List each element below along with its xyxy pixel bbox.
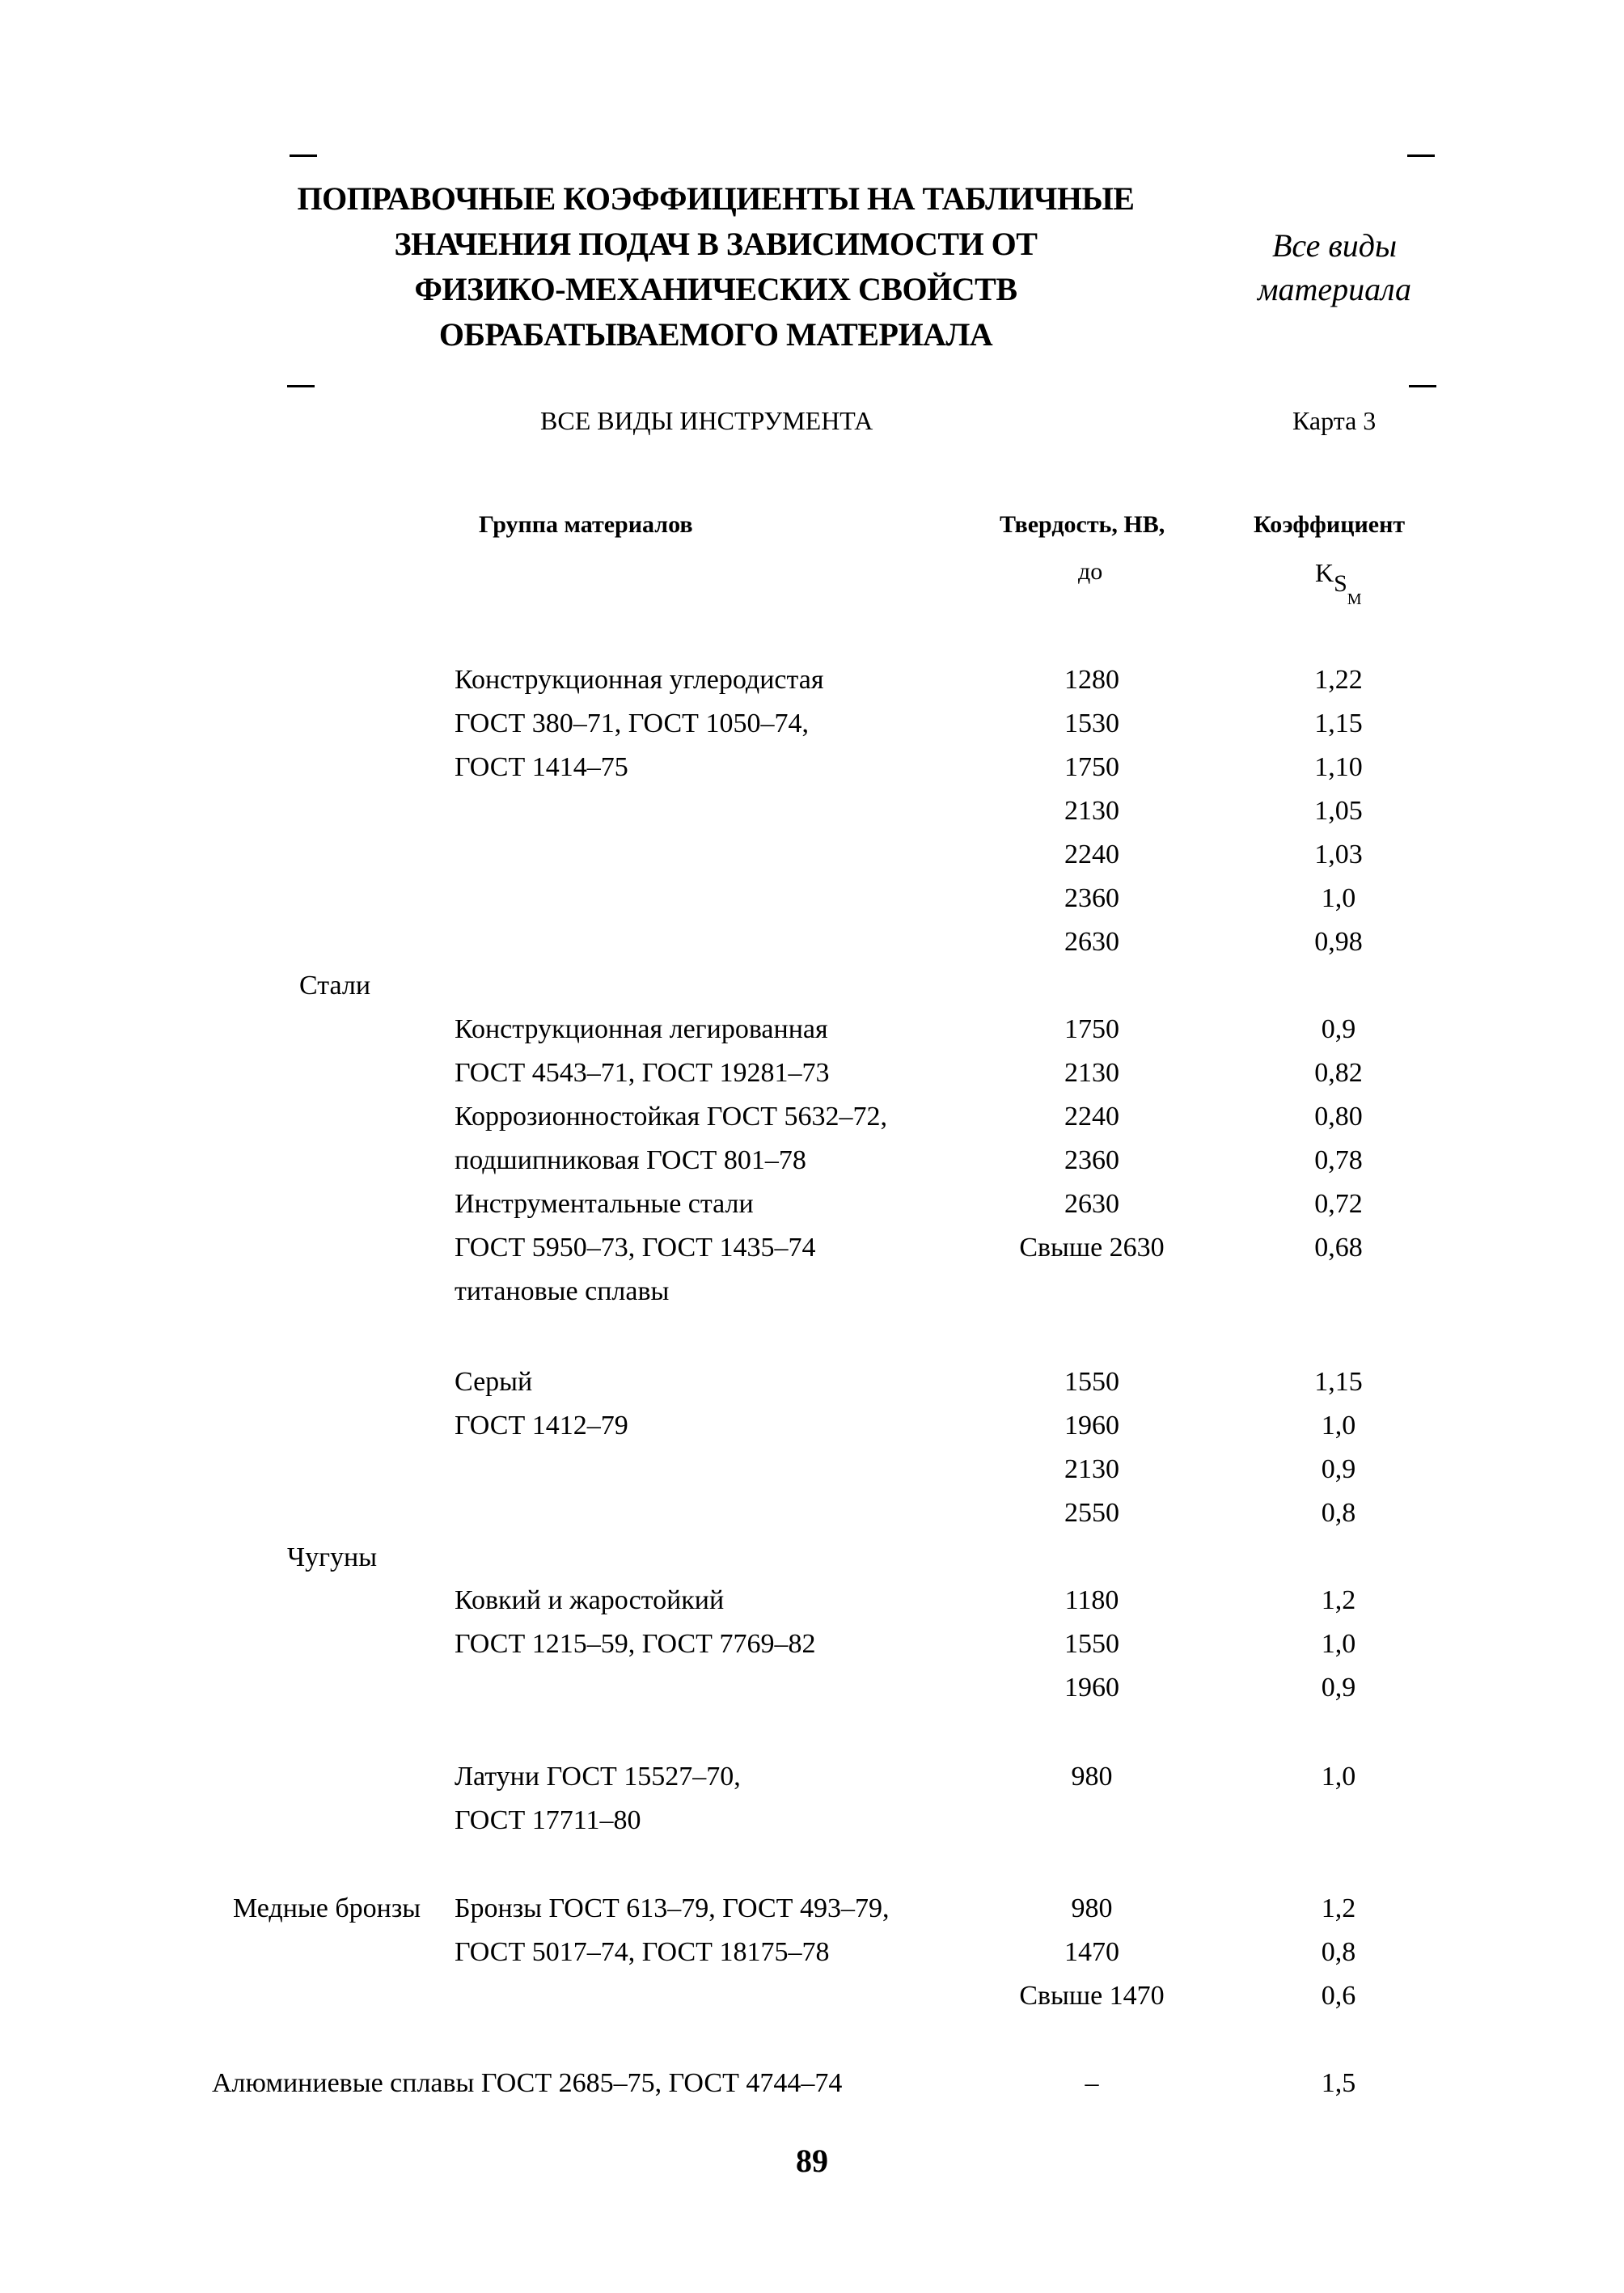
row-coefficient: 0,68 xyxy=(1314,1233,1363,1263)
table-row xyxy=(0,1276,1624,1320)
group-label-steels: Стали xyxy=(299,971,371,1001)
subtitle: ВСЕ ВИДЫ ИНСТРУМЕНТА xyxy=(540,406,873,435)
table-row xyxy=(0,1893,1624,1937)
row-coefficient: 0,80 xyxy=(1314,1102,1363,1132)
row-hardness: 2630 xyxy=(1064,1189,1119,1219)
row-coefficient: 1,10 xyxy=(1314,752,1363,782)
row-hardness: 2240 xyxy=(1064,1102,1119,1132)
row-coefficient: 0,82 xyxy=(1314,1058,1363,1088)
row-material: Алюминиевые сплавы ГОСТ 2685–75, ГОСТ 4744–74 xyxy=(212,2068,843,2098)
symbol-m: M xyxy=(1347,590,1362,608)
row-material: ГОСТ 17711–80 xyxy=(455,1805,641,1835)
row-hardness: 1550 xyxy=(1064,1629,1119,1659)
table-row xyxy=(0,796,1624,840)
row-material: ГОСТ 1412–79 xyxy=(455,1411,628,1441)
table-row xyxy=(0,665,1624,709)
row-hardness: 2130 xyxy=(1064,1454,1119,1484)
table-row xyxy=(0,1498,1624,1542)
table-row xyxy=(0,1189,1624,1233)
top-right-dash xyxy=(1407,154,1435,157)
row-coefficient: 1,2 xyxy=(1321,1585,1356,1615)
row-coefficient: 1,5 xyxy=(1321,2068,1356,2098)
table-row xyxy=(0,883,1624,927)
table-row xyxy=(0,927,1624,971)
row-hardness: 2240 xyxy=(1064,840,1119,869)
table-row xyxy=(0,1145,1624,1189)
row-hardness: 1960 xyxy=(1064,1411,1119,1441)
row-hardness: 1530 xyxy=(1064,709,1119,738)
row-coefficient: 1,15 xyxy=(1314,1367,1363,1397)
row-material: ГОСТ 4543–71, ГОСТ 19281–73 xyxy=(455,1058,830,1088)
mid-right-dash xyxy=(1409,385,1436,387)
row-coefficient: 1,2 xyxy=(1321,1893,1356,1923)
row-hardness: 1960 xyxy=(1064,1673,1119,1703)
table-row xyxy=(0,1058,1624,1102)
row-hardness: – xyxy=(1085,2068,1099,2098)
row-material: Серый xyxy=(455,1367,533,1397)
row-coefficient: 0,8 xyxy=(1321,1937,1356,1967)
coefficient-symbol xyxy=(1315,558,1362,608)
top-left-dash xyxy=(290,154,317,157)
row-coefficient: 0,9 xyxy=(1321,1014,1356,1044)
page-number: 89 xyxy=(796,2143,828,2179)
row-coefficient: 0,98 xyxy=(1314,927,1363,957)
title-line-1: ПОПРАВОЧНЫЕ КОЭФФИЦИЕНТЫ НА ТАБЛИЧНЫЕ xyxy=(297,180,1135,217)
table-row xyxy=(0,1629,1624,1673)
row-hardness: 1750 xyxy=(1064,752,1119,782)
group-label-cast-irons: Чугуны xyxy=(287,1542,378,1572)
table-row xyxy=(0,1805,1624,1849)
row-hardness: 2130 xyxy=(1064,1058,1119,1088)
row-coefficient: 0,9 xyxy=(1321,1454,1356,1484)
row-material: Латуни ГОСТ 15527–70, xyxy=(455,1762,741,1792)
row-coefficient: 0,6 xyxy=(1321,1981,1356,2011)
row-material: Бронзы ГОСТ 613–79, ГОСТ 493–79, xyxy=(455,1893,890,1923)
row-hardness: 1750 xyxy=(1064,1014,1119,1044)
row-coefficient: 1,0 xyxy=(1321,1762,1356,1792)
table-row xyxy=(0,1762,1624,1805)
row-hardness: 2130 xyxy=(1064,796,1119,826)
row-hardness: 1550 xyxy=(1064,1367,1119,1397)
row-hardness: 2630 xyxy=(1064,927,1119,957)
row-material: ГОСТ 1215–59, ГОСТ 7769–82 xyxy=(455,1629,816,1659)
title-line-4: ОБРАБАТЫВАЕМОГО МАТЕРИАЛА xyxy=(438,316,993,353)
table-row xyxy=(0,752,1624,796)
header-group: Группа материалов xyxy=(479,511,693,538)
table-row xyxy=(0,1454,1624,1498)
header-hardness-to: до xyxy=(1078,558,1103,585)
table-row xyxy=(0,1367,1624,1411)
row-coefficient: 0,9 xyxy=(1321,1673,1356,1703)
row-material: Конструкционная легированная xyxy=(455,1014,828,1044)
table-row xyxy=(0,1014,1624,1058)
row-material: ГОСТ 380–71, ГОСТ 1050–74, xyxy=(455,709,809,738)
row-hardness: 2360 xyxy=(1064,883,1119,913)
row-material: подшипниковая ГОСТ 801–78 xyxy=(455,1145,806,1175)
row-hardness: 1470 xyxy=(1064,1937,1119,1967)
row-coefficient: 1,0 xyxy=(1321,883,1356,913)
row-material: ГОСТ 1414–75 xyxy=(455,752,628,782)
row-coefficient: 1,0 xyxy=(1321,1629,1356,1659)
row-coefficient: 0,72 xyxy=(1314,1189,1363,1219)
row-hardness: Свыше 1470 xyxy=(1019,1981,1165,2011)
row-coefficient: 1,0 xyxy=(1321,1411,1356,1441)
row-hardness: 2550 xyxy=(1064,1498,1119,1528)
row-coefficient: 1,05 xyxy=(1314,796,1363,826)
row-hardness: 980 xyxy=(1071,1893,1113,1923)
title-line-2: ЗНАЧЕНИЯ ПОДАЧ В ЗАВИСИМОСТИ ОТ xyxy=(394,226,1038,262)
row-coefficient: 1,03 xyxy=(1314,840,1363,869)
row-material: титановые сплавы xyxy=(455,1276,670,1306)
table-row xyxy=(0,840,1624,883)
row-material: ГОСТ 5950–73, ГОСТ 1435–74 xyxy=(455,1233,816,1263)
row-hardness: 1180 xyxy=(1064,1585,1119,1615)
row-coefficient: 1,15 xyxy=(1314,709,1363,738)
card-label: Карта 3 xyxy=(1292,406,1377,435)
table-row xyxy=(0,1411,1624,1454)
table-row xyxy=(0,1102,1624,1145)
table-row xyxy=(0,1233,1624,1276)
table-row xyxy=(0,1585,1624,1629)
row-coefficient: 1,22 xyxy=(1314,665,1363,695)
table-row xyxy=(0,709,1624,752)
row-hardness: 2360 xyxy=(1064,1145,1119,1175)
row-coefficient: 0,8 xyxy=(1321,1498,1356,1528)
table-row xyxy=(0,1981,1624,2024)
row-material: ГОСТ 5017–74, ГОСТ 18175–78 xyxy=(455,1937,830,1967)
header-coefficient: Коэффициент xyxy=(1254,511,1406,538)
symbol-k: K xyxy=(1315,558,1334,587)
group-label-copper-bronzes: Медные бронзы xyxy=(233,1893,421,1923)
row-hardness: Свыше 2630 xyxy=(1019,1233,1165,1263)
symbol-s: S xyxy=(1334,570,1347,597)
row-hardness: 980 xyxy=(1071,1762,1113,1792)
row-material: Ковкий и жаростойкий xyxy=(455,1585,725,1615)
side-label-line-1: Все виды xyxy=(1271,227,1398,264)
row-coefficient: 0,78 xyxy=(1314,1145,1363,1175)
table-row-aluminum xyxy=(0,2068,1624,2112)
side-label-line-2: материала xyxy=(1257,271,1412,307)
row-hardness: 1280 xyxy=(1064,665,1119,695)
header-hardness: Твердость, НВ, xyxy=(1000,511,1165,538)
table-row xyxy=(0,1673,1624,1716)
mid-left-dash xyxy=(287,385,315,387)
title-line-3: ФИЗИКО-МЕХАНИЧЕСКИХ СВОЙСТВ xyxy=(414,271,1017,307)
row-material: Инструментальные стали xyxy=(455,1189,754,1219)
table-row xyxy=(0,1937,1624,1981)
row-material: Коррозионностойкая ГОСТ 5632–72, xyxy=(455,1102,888,1132)
row-material: Конструкционная углеродистая xyxy=(455,665,824,695)
